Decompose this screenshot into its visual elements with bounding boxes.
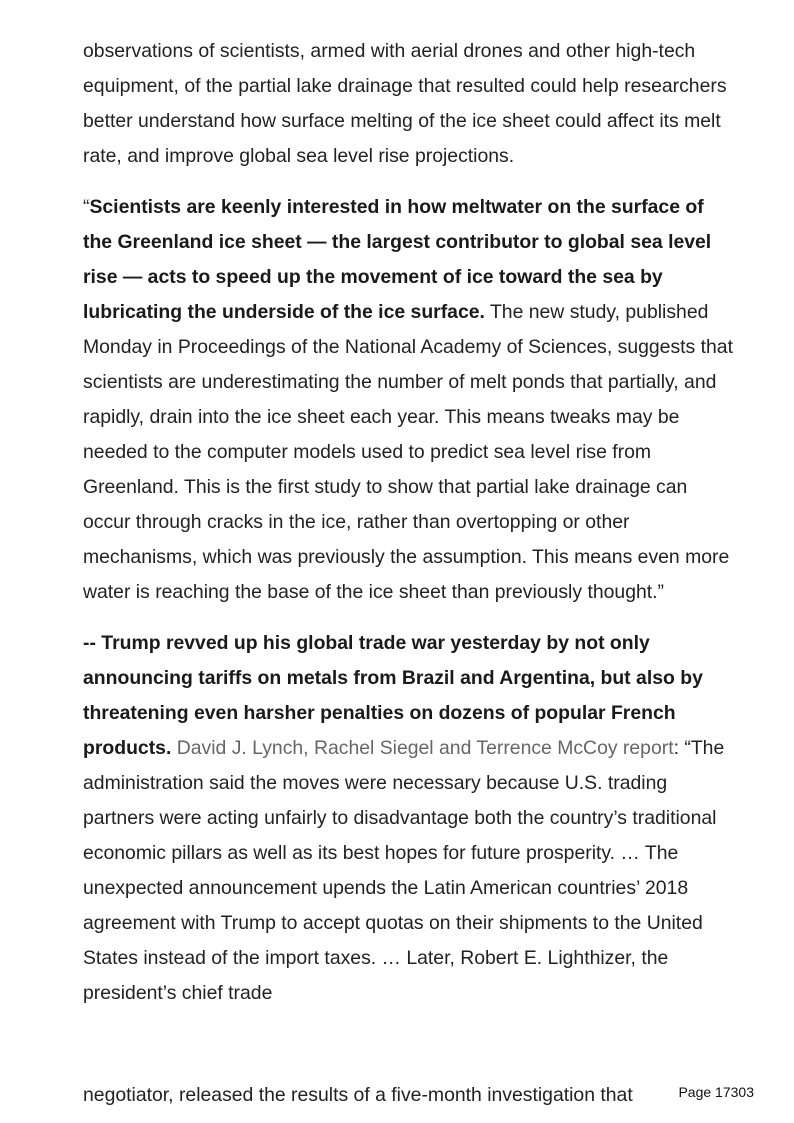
open-quote: “ — [83, 196, 90, 218]
paragraph-text: observations of scientists, armed with aerial drones and other high-tech equipment, of the partial lake drainage that resulted could help researchers better understand how surface melting of the ice sheet could affect its melt rate, and improve global sea level rise projections. — [83, 40, 727, 167]
paragraph-scientists-quote — [83, 190, 733, 610]
document-body — [83, 34, 733, 1011]
paragraph-text: : “The administration said the moves were necessary because U.S. trading partners were acting unfairly to disadvantage both the country’s traditional economic pillars as well as its best hopes for future prosperity. … The unexpected announcement upends the Latin American countries’ 2018 agreement with Trump to accept quotas on their shipments to the United States instead of the import taxes. … Later, Robert E. Lighthizer, the president’s chief trade — [83, 737, 725, 1004]
bold-lead-sentence: -- Trump revved up his global trade war yesterday by not only announcing tariffs on metals from Brazil and Argentina, but also by threatening even harsher penalties on dozens of popular French products. — [83, 632, 703, 759]
bold-lead-sentence: Scientists are keenly interested in how meltwater on the surface of the Greenland ice sheet — the largest contributor to global sea level rise — acts to speed up the movement of ice toward the sea by lubricating the underside of the ice surface. — [83, 196, 712, 323]
paragraph-ice-sheet-observations — [83, 34, 733, 174]
truncated-line-text: negotiator, released the results of a five-month investigation that — [83, 1084, 633, 1106]
truncated-line — [83, 1074, 643, 1106]
byline: David J. Lynch, Rachel Siegel and Terrence McCoy report — [171, 737, 674, 759]
paragraph-text: The new study, published Monday in Proceedings of the National Academy of Sciences, suggests that scientists are underestimating the number of melt ponds that partially, and rapidly, drain into the ice sheet each year. This means tweaks may be needed to the computer models used to predict sea level rise from Greenland. This is the first study to show that partial lake drainage can occur through cracks in the ice, rather than overtopping or other mechanisms, which was previously the assumption. This means even more water is reaching the base of the ice sheet than previously thought.” — [83, 301, 733, 603]
paragraph-trade-war — [83, 626, 733, 1011]
page-number: Page 17303 — [678, 1084, 754, 1100]
